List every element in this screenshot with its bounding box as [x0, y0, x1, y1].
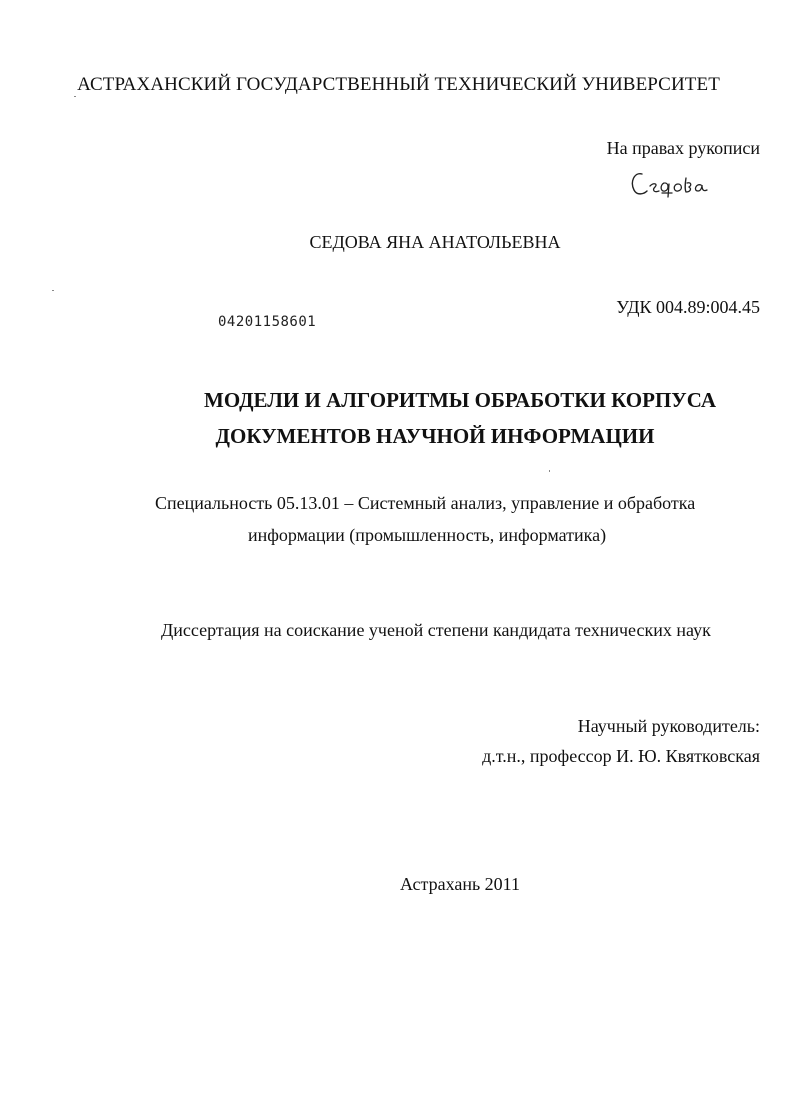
scan-speck: [549, 470, 550, 472]
dissertation-title-line-2: ДОКУМЕНТОВ НАУЧНОЙ ИНФОРМАЦИИ: [215, 424, 655, 448]
handwritten-signature: [628, 164, 718, 204]
city-year: Астрахань 2011: [399, 874, 521, 894]
inventory-number-stamp: 04201158601: [218, 314, 317, 330]
scan-speck: [52, 290, 54, 291]
scan-speck: [74, 96, 76, 97]
university-name: АСТРАХАНСКИЙ ГОСУДАРСТВЕННЫЙ ТЕХНИЧЕСКИЙ УНИВЕРСИТЕТ: [77, 74, 720, 95]
advisor-name: д.т.н., профессор И. Ю. Квятковская: [482, 746, 760, 766]
speciality-line-1: Специальность 05.13.01 – Системный анализ, управление и обработка: [155, 493, 696, 513]
udc-code: УДК 004.89:004.45: [616, 297, 760, 317]
manuscript-rights-note: На правах рукописи: [606, 138, 760, 158]
dissertation-title-line-1: МОДЕЛИ И АЛГОРИТМЫ ОБРАБОТКИ КОРПУСА: [204, 388, 716, 412]
author-name: СЕДОВА ЯНА АНАТОЛЬЕВНА: [309, 232, 561, 252]
speciality-line-2: информации (промышленность, информатика): [248, 525, 607, 545]
advisor-label: Научный руководитель:: [577, 716, 760, 736]
degree-statement: Диссертация на соискание ученой степени кандидата технических наук: [161, 620, 711, 640]
